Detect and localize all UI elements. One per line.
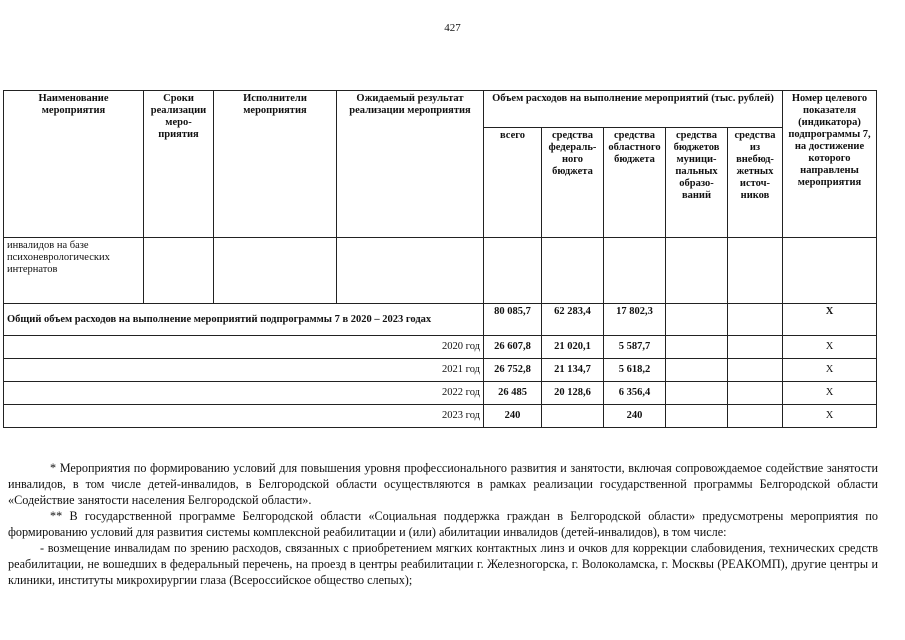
year-regional: 240: [604, 405, 666, 428]
year-total: 26 752,8: [484, 359, 542, 382]
header-name: Наименование мероприятия: [4, 91, 144, 238]
header-terms: Сроки реализации меро-приятия: [144, 91, 214, 238]
summary-row: [4, 304, 877, 336]
summary-regional: 17 802,3: [604, 304, 666, 336]
year-total: 26 485: [484, 382, 542, 405]
header-offbudget: средства из внебюд-жетных источ-ников: [728, 128, 783, 238]
year-federal: 20 128,6: [542, 382, 604, 405]
footnote-1: * Мероприятия по формированию условий для повышения уровня профессионального развития и занятости, включая сопровождаемое содействие занятости инвалидов, в том числе детей-инвалидов, в Белгородской области осуществляются в рамках реализации государственной программы Белгородской области «Содействие занятости населения Белгородской области».: [8, 461, 878, 507]
year-label: 2023 год: [4, 405, 484, 428]
year-mark: Х: [783, 359, 877, 382]
table-row: [4, 359, 877, 382]
year-regional: 6 356,4: [604, 382, 666, 405]
table-row: [4, 336, 877, 359]
summary-federal: 62 283,4: [542, 304, 604, 336]
year-label: 2021 год: [4, 359, 484, 382]
year-total: 240: [484, 405, 542, 428]
summary-total: 80 085,7: [484, 304, 542, 336]
header-regional: средства областного бюджета: [604, 128, 666, 238]
year-total: 26 607,8: [484, 336, 542, 359]
page-number: 427: [444, 22, 461, 34]
header-total: всего: [484, 128, 542, 238]
table-row: [4, 382, 877, 405]
year-mark: Х: [783, 405, 877, 428]
header-federal: средства федераль-ного бюджета: [542, 128, 604, 238]
year-regional: 5 587,7: [604, 336, 666, 359]
year-federal: 21 134,7: [542, 359, 604, 382]
header-municipal: средства бюджетов муници-пальных образо-ваний: [666, 128, 728, 238]
header-executors: Исполнители мероприятия: [214, 91, 337, 238]
year-mark: Х: [783, 336, 877, 359]
footnote-2: ** В государственной программе Белгородской области «Социальная поддержка граждан в Белгородской области» предусмотрены мероприятия по формированию условий для развития системы комплексной реабилитации и (или) абилитации инвалидов (детей-инвалидов), в том числе:: [8, 509, 878, 539]
year-label: 2020 год: [4, 336, 484, 359]
summary-label: Общий объем расходов на выполнение мероприятий подпрограммы 7 в 2020 – 2023 годах: [4, 304, 484, 336]
summary-mark: Х: [783, 304, 877, 336]
table-row: [4, 238, 877, 304]
year-regional: 5 618,2: [604, 359, 666, 382]
header-indicator: Номер целевого показателя (индикатора) подпрограммы 7, на достижение которого направлены мероприятия: [783, 91, 877, 238]
footnotes: [8, 460, 878, 588]
header-volume: Объем расходов на выполнение мероприятий (тыс. рублей): [484, 91, 783, 128]
header-result: Ожидаемый результат реализации мероприятия: [337, 91, 484, 238]
continued-row-text: инвалидов на базе психоневрологических интернатов: [4, 238, 144, 304]
footnote-list-item: - возмещение инвалидам по зрению расходов, связанных с приобретением мягких контактных линз и очков для коррекции слабовидения, технических средств реабилитации, не вошедших в федеральный перечень, на проезд в центры реабилитации г. Железногорска, г. Волоколамска, г. Москвы (РЕАКОМП), другие центры и клиники, институты микрохирургии глаза (Всероссийское общество слепых);: [8, 541, 878, 587]
year-mark: Х: [783, 382, 877, 405]
year-federal: [542, 405, 604, 428]
expenses-table: [3, 90, 877, 428]
year-label: 2022 год: [4, 382, 484, 405]
table-row: [4, 405, 877, 428]
year-federal: 21 020,1: [542, 336, 604, 359]
